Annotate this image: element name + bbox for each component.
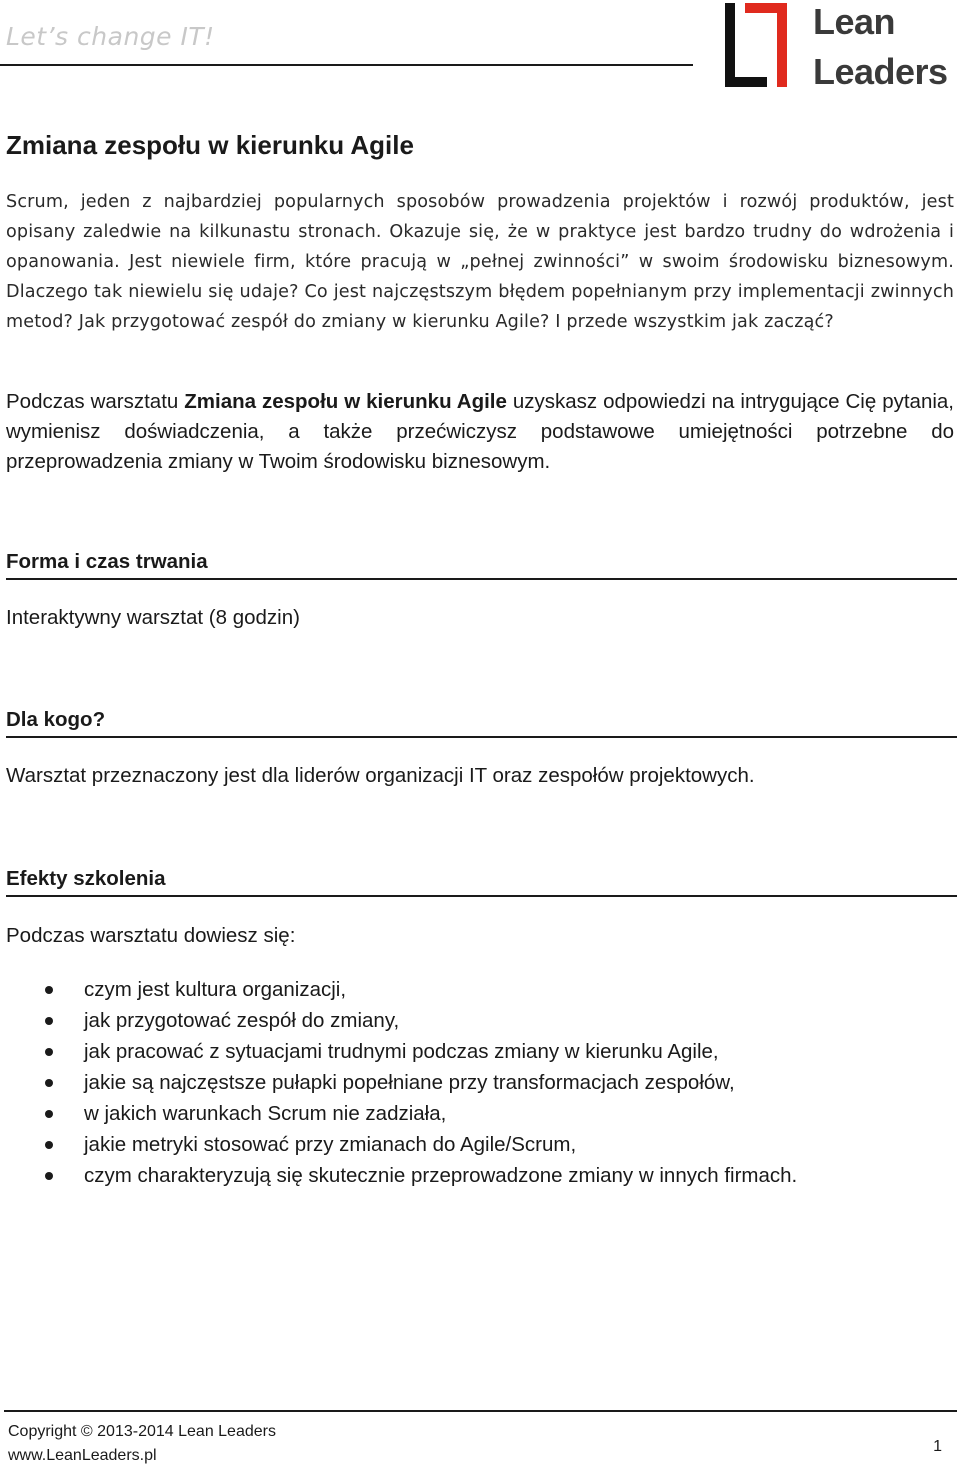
logo-line-1: Lean [813,1,896,42]
logo-mark-icon [725,3,787,87]
lean-leaders-logo [725,1,957,92]
bullet-icon [45,986,53,994]
document-title: Zmiana zespołu w kierunku Agile [6,130,414,160]
list-item [0,1160,797,1191]
workshop-title-bold: Zmiana zespołu w kierunku Agile [184,390,507,413]
bullet-icon [45,1172,53,1180]
footer-copyright: Copyright © 2013-2014 Lean Leaders [8,1423,276,1440]
bullet-icon [45,1048,53,1056]
section-heading-forma: Forma i czas trwania [6,550,957,580]
list-item [0,1036,797,1067]
workshop-paragraph [6,387,954,477]
page-number: 1 [933,1438,942,1455]
bullet-icon [45,1079,53,1087]
workshop-text-before: Podczas warsztatu [6,390,185,413]
list-item-text: w jakich warunkach Scrum nie zadziała, [84,1102,447,1125]
footer-info [8,1420,276,1468]
workshop-text-after: uzyskasz odpowiedzi na intrygujące Cię pytania, wymienisz doświadczenia, a także przećwiczysz podstawowe umiejętności potrzebne do przeprowadzenia zmiany w Twoim środowisku biznesowym. [6,390,954,473]
list-item-text: czym charakteryzują się skutecznie przeprowadzone zmiany w innych firmach. [84,1164,798,1187]
list-item-text: jakie metryki stosować przy zmianach do Agile/Scrum, [84,1133,577,1156]
footer-website-link[interactable]: www.LeanLeaders.pl [8,1447,157,1464]
section-heading-dla-kogo: Dla kogo? [6,708,957,738]
list-item-text: jak przygotować zespół do zmiany, [84,1009,400,1032]
list-item-text: jak pracować z sytuacjami trudnymi podczas zmiany w kierunku Agile, [84,1040,719,1063]
bullet-icon [45,1110,53,1118]
header-divider [0,64,693,66]
footer-divider [4,1410,957,1412]
list-item-text: jakie są najczęstsze pułapki popełniane przy transformacjach zespołów, [84,1071,735,1094]
efekty-bullet-list [0,974,797,1191]
section-heading-efekty: Efekty szkolenia [6,867,957,897]
section-text-efekty-intro: Podczas warsztatu dowiesz się: [6,924,296,947]
bullet-icon [45,1141,53,1149]
list-item [0,974,797,1005]
list-item [0,1005,797,1036]
list-item [0,1129,797,1160]
list-item-text: czym jest kultura organizacji, [84,978,347,1001]
section-text-forma: Interaktywny warsztat (8 godzin) [6,606,300,629]
intro-paragraph: Scrum, jeden z najbardziej popularnych sposobów prowadzenia projektów i rozwój produktów, jest opisany zaledwie na kilkunastu stronach. Okazuje się, że w praktyce jest bardzo trudny do wdrożenia i opanowania. Jest niewiele firm, które pracują w „pełnej zwinności” w swoim środowisku biznesowym. Dlaczego tak niewielu się udaje? Co jest najczęstszym błędem popełnianym przy implementacji zwinnych metod? Jak przygotować zespół do zmiany w kierunku Agile? I przede wszystkim jak zacząć? [6,192,954,332]
bullet-icon [45,1017,53,1025]
header-tagline: Let’s change IT! [6,22,215,51]
logo-line-2: Leaders [813,51,948,92]
list-item [0,1067,797,1098]
section-text-dla-kogo: Warsztat przeznaczony jest dla liderów organizacji IT oraz zespołów projektowych. [6,764,755,787]
list-item [0,1098,797,1129]
logo-wordmark [813,3,948,91]
